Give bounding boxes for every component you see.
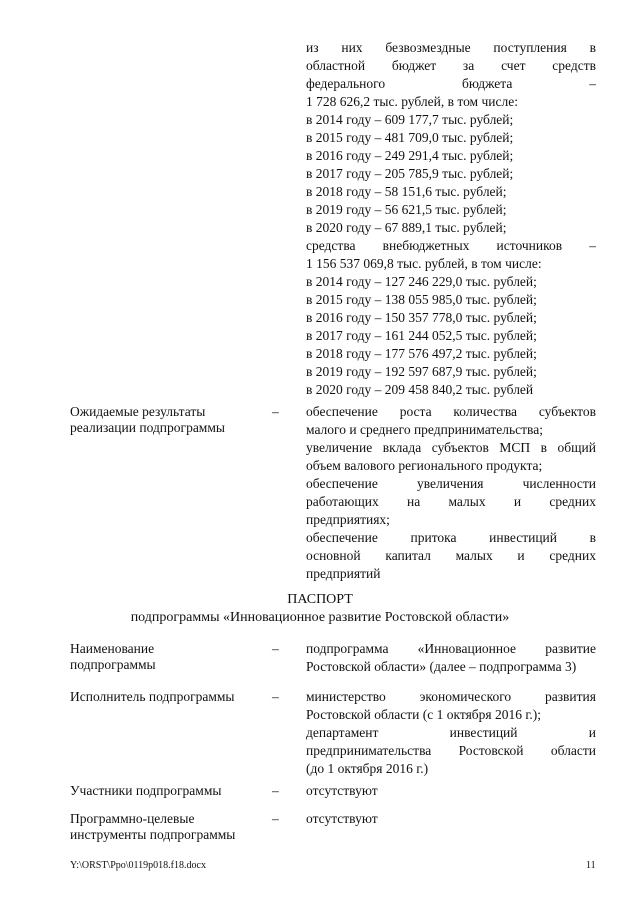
expected-line: обеспечение роста количества субъектов	[306, 404, 596, 419]
row-value: отсутствуют	[306, 811, 378, 826]
funding-line: из них безвозмездные поступления в	[306, 40, 596, 55]
fed-total: 1 728 626,2 тыс. рублей, в том числе:	[306, 94, 518, 109]
passport-title: ПАСПОРТ	[287, 592, 353, 607]
row-label: Участники подпрограммы	[70, 783, 222, 798]
fed-year-line: в 2018 году – 58 151,6 тыс. рублей;	[306, 184, 507, 199]
passport-subtitle: подпрограммы «Инновационное развитие Ростовской области»	[130, 610, 510, 625]
expected-line: основной капитал малых и средних	[306, 548, 596, 563]
extra-year-line: в 2019 году – 192 597 687,9 тыс. рублей;	[306, 364, 537, 379]
expected-label: Ожидаемые результаты	[70, 404, 206, 419]
row-label: Исполнитель подпрограммы	[70, 689, 235, 704]
row-value: предпринимательства Ростовской области	[306, 743, 596, 758]
row-value: министерство экономического развития	[306, 689, 596, 704]
row-value: департамент инвестиций и	[306, 725, 596, 740]
expected-line: малого и среднего предпринимательства;	[306, 422, 543, 437]
expected-line: обеспечение притока инвестиций в	[306, 530, 596, 545]
row-value: Ростовской области (с 1 октября 2016 г.);	[306, 707, 541, 722]
extra-year-line: в 2014 году – 127 246 229,0 тыс. рублей;	[306, 274, 537, 289]
extra-total: 1 156 537 069,8 тыс. рублей, в том числе:	[306, 256, 542, 271]
fed-year-line: в 2017 году – 205 785,9 тыс. рублей;	[306, 166, 514, 181]
expected-line: объем валового регионального продукта;	[306, 458, 543, 473]
funding-line: областной бюджет за счет средств	[306, 58, 596, 73]
footer-path: Y:\ORST\Ppo\0119p018.f18.docx	[70, 860, 206, 871]
fed-year-line: в 2019 году – 56 621,5 тыс. рублей;	[306, 202, 507, 217]
row-dash: –	[272, 811, 279, 826]
expected-line: увеличение вклада субъектов МСП в общий	[306, 440, 596, 455]
expected-line: работающих на малых и средних	[306, 494, 596, 509]
expected-line: предприятиях;	[306, 512, 390, 527]
row-label: Программно-целевые	[70, 811, 195, 826]
extra-year-line: в 2016 году – 150 357 778,0 тыс. рублей;	[306, 310, 537, 325]
row-dash: –	[272, 689, 279, 704]
row-value: Ростовской области» (далее – подпрограмма 3)	[306, 659, 577, 674]
row-label: инструменты подпрограммы	[70, 827, 236, 842]
extra-intro: средства внебюджетных источников –	[306, 238, 596, 253]
row-label: подпрограммы	[70, 657, 156, 672]
funding-line: федерального бюджета –	[306, 76, 596, 91]
row-dash: –	[272, 404, 279, 419]
expected-line: обеспечение увеличения численности	[306, 476, 596, 491]
row-value: (до 1 октября 2016 г.)	[306, 761, 429, 776]
extra-year-line: в 2017 году – 161 244 052,5 тыс. рублей;	[306, 328, 537, 343]
page-number: 11	[586, 860, 596, 871]
expected-line: предприятий	[306, 566, 381, 581]
extra-year-line: в 2018 году – 177 576 497,2 тыс. рублей;	[306, 346, 537, 361]
fed-year-line: в 2020 году – 67 889,1 тыс. рублей;	[306, 220, 507, 235]
fed-year-line: в 2014 году – 609 177,7 тыс. рублей;	[306, 112, 514, 127]
expected-label: реализации подпрограммы	[70, 420, 225, 435]
row-label: Наименование	[70, 641, 155, 656]
fed-year-line: в 2015 году – 481 709,0 тыс. рублей;	[306, 130, 514, 145]
row-value: подпрограмма «Инновационное развитие	[306, 641, 596, 656]
fed-year-line: в 2016 году – 249 291,4 тыс. рублей;	[306, 148, 514, 163]
row-dash: –	[272, 783, 279, 798]
row-dash: –	[272, 641, 279, 656]
extra-year-line: в 2015 году – 138 055 985,0 тыс. рублей;	[306, 292, 537, 307]
extra-year-line: в 2020 году – 209 458 840,2 тыс. рублей	[306, 382, 534, 397]
row-value: отсутствуют	[306, 783, 378, 798]
